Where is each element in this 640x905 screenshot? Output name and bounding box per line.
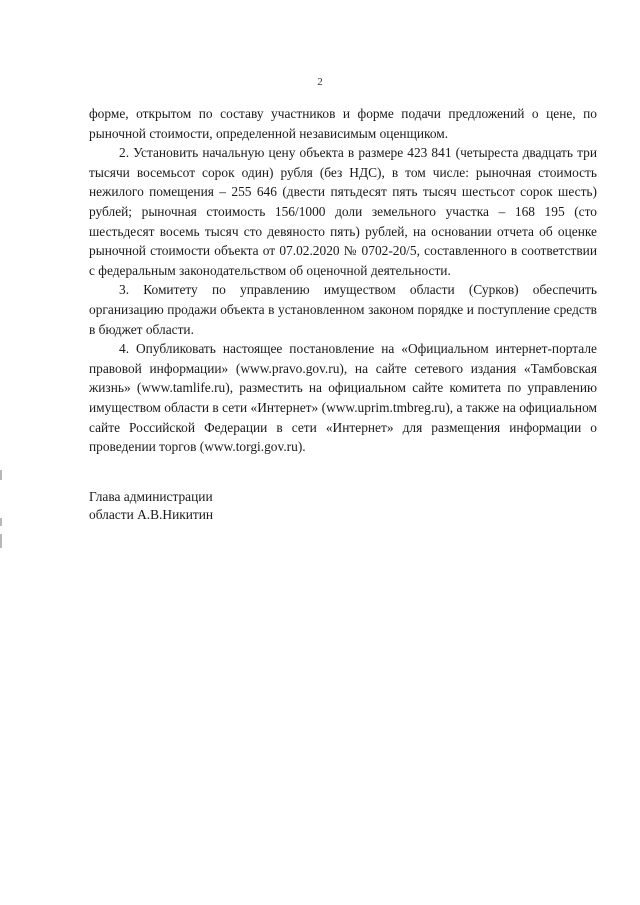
paragraph-item-2: 2. Установить начальную цену объекта в размере 423 841 (четыреста двадцать три тысячи восемьсот сорок один) рубля (без НДС), в том числе: рыночная стоимость нежилого помещения – 255 646 (двести пятьдесят пять тысяч шестьсот сорок шесть) рублей; рыночная стоимость 156/1000 доли земельного участка – 168 195 (сто шестьдесят восемь тысяч сто девяносто пять) рублей, на основании отчета об оценке рыночной стоимости объекта от 07.02.2020 № 0702-20/5, составленного в соответствии с федеральным законодательством об оценочной деятельности. (89, 145, 597, 278)
signature-block (89, 488, 389, 524)
signature-title: Глава администрации (89, 489, 213, 504)
paragraph-item-3: 3. Комитету по управлению имуществом области (Сурков) обеспечить организацию продажи объекта в установленном законом порядке и поступление средств в бюджет области. (89, 282, 597, 337)
scan-edge-mark (0, 470, 2, 480)
scan-edge-mark (0, 534, 2, 548)
document-body (89, 104, 597, 457)
paragraph-continuation: форме, открытом по составу участников и форме подачи предложений о цене, по рыночной стоимости, определенной независимым оценщиком. (89, 106, 597, 141)
signature-name: области А.В.Никитин (89, 507, 214, 522)
paragraph-item-4: 4. Опубликовать настоящее постановление на «Официальном интернет-портале правовой информации» (www.pravo.gov.ru), на сайте сетевого издания «Тамбовская жизнь» (www.tamlife.ru), разместить на официальном сайте комитета по управлению имуществом области в сети «Интернет» (www.uprim.tmbreg.ru), а также на официальном сайте Российской Федерации в сети «Интернет» для размещения информации о проведении торгов (www.torgi.gov.ru). (89, 341, 597, 455)
scan-edge-mark (0, 518, 2, 526)
page-number: 2 (317, 76, 323, 88)
